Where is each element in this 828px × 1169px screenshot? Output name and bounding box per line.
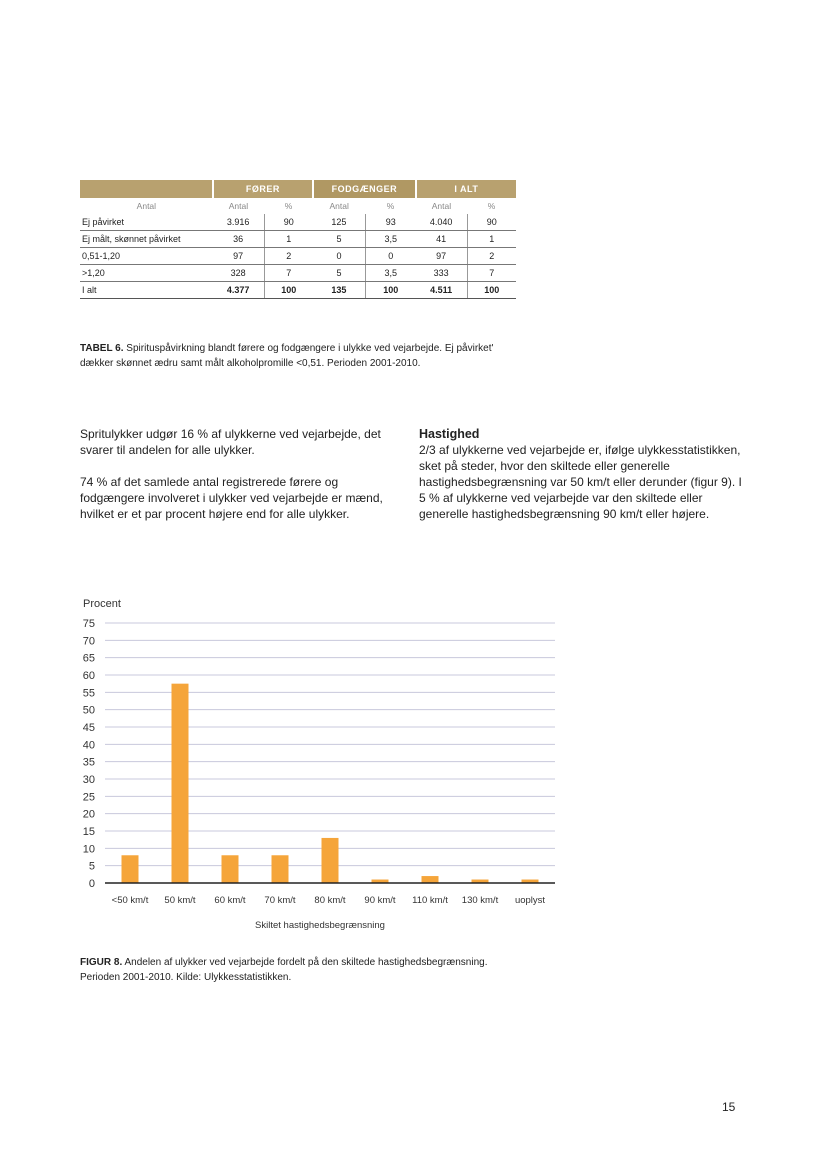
table-caption-label: TABEL 6. — [80, 343, 124, 354]
subheader-cell: Antal — [136, 201, 157, 211]
table-cell: 1 — [264, 231, 313, 248]
y-tick-label: 60 — [82, 670, 95, 682]
x-axis-label: Skiltet hastighedsbegrænsning — [255, 920, 385, 931]
table-cell: 3,5 — [365, 265, 415, 282]
page-number: 15 — [722, 1100, 736, 1114]
y-tick-label: 25 — [82, 791, 95, 804]
table-cell: 5 — [313, 265, 365, 282]
bar — [122, 855, 139, 883]
table-cell: 125 — [313, 214, 365, 231]
table-cell: 5 — [313, 231, 365, 248]
y-tick-label: 50 — [82, 704, 95, 717]
y-axis-label: Procent — [83, 598, 121, 610]
table-cell: 4.377 — [213, 282, 264, 299]
group-fodgaenger: FODGÆNGER — [313, 180, 416, 198]
table-row — [80, 248, 516, 265]
right-text-column — [419, 426, 749, 522]
table-row — [80, 231, 516, 248]
figure-caption-label: FIGUR 8. — [80, 957, 123, 968]
y-tick-label: 15 — [82, 826, 95, 838]
table-row — [80, 214, 516, 231]
table-cell: 2 — [467, 248, 516, 265]
x-tick-label: 60 km/t — [214, 895, 246, 906]
table-cell: 328 — [213, 265, 264, 282]
table-cell: 100 — [264, 282, 313, 299]
bar — [422, 876, 439, 883]
paragraph: 74 % af det samlede antal registrerede førere og fodgængere involveret i ulykker ved vejarbejde er mænd, hvilket er et par procent højere end for alle ulykker. — [80, 475, 383, 521]
x-tick-label: 80 km/t — [314, 895, 346, 906]
row-label: Ej påvirket — [80, 214, 213, 231]
bar — [172, 684, 189, 883]
row-label: 0,51-1,20 — [80, 248, 213, 265]
alcohol-table — [80, 180, 516, 299]
x-tick-label: 70 km/t — [264, 895, 296, 906]
figure-caption-text: Andelen af ulykker ved vejarbejde fordelt på den skiltede hastighedsbegrænsning. Perioden 2001-2010. Kilde: Ulykkesstatistikken. — [80, 957, 488, 983]
table-row — [80, 265, 516, 282]
left-text-column — [80, 426, 400, 538]
y-tick-label: 35 — [82, 756, 95, 769]
table-cell: 7 — [467, 265, 516, 282]
table-row-total — [80, 282, 516, 299]
table-cell: 90 — [264, 214, 313, 231]
paragraph: Spritulykker udgør 16 % af ulykkerne ved vejarbejde, det svarer til andelen for alle ulykker. — [80, 427, 381, 457]
table-cell: 3,5 — [365, 231, 415, 248]
x-tick-label: 130 km/t — [461, 895, 499, 906]
subheader-cell: % — [386, 201, 395, 211]
y-tick-label: 30 — [82, 774, 95, 786]
x-tick-label: 50 km/t — [164, 895, 196, 906]
table-cell: 333 — [416, 265, 467, 282]
row-label: >1,20 — [80, 265, 213, 282]
x-tick-label: 110 km/t — [412, 895, 448, 906]
bar — [272, 855, 289, 883]
section-heading: Hastighed — [419, 427, 480, 441]
table-cell: 97 — [213, 248, 264, 265]
group-i-alt: I ALT — [416, 180, 516, 198]
table-caption — [80, 341, 520, 371]
table-cell: 2 — [264, 248, 313, 265]
table-cell: 36 — [213, 231, 264, 248]
subheader-cell: Antal — [228, 201, 249, 211]
group-forer: FØRER — [213, 180, 313, 198]
y-tick-label: 70 — [82, 635, 95, 648]
y-tick-label: 75 — [82, 618, 95, 630]
table-cell: 97 — [416, 248, 467, 265]
y-tick-label: 0 — [88, 878, 95, 890]
row-label: Ej målt, skønnet påvirket — [80, 231, 213, 248]
table-cell: 0 — [313, 248, 365, 265]
table-cell: 4.040 — [416, 214, 467, 231]
bar — [222, 855, 239, 883]
y-tick-label: 45 — [82, 722, 95, 734]
table-subheader — [80, 198, 516, 214]
table-cell: 93 — [365, 214, 415, 231]
x-tick-label: <50 km/t — [111, 895, 149, 906]
y-tick-label: 10 — [82, 843, 95, 856]
table-cell: 100 — [467, 282, 516, 299]
y-tick-label: 65 — [82, 652, 95, 665]
y-tick-label: 55 — [82, 687, 95, 700]
x-tick-label: uoplyst — [514, 895, 546, 906]
y-tick-label: 20 — [82, 808, 95, 821]
table-cell: 7 — [264, 265, 313, 282]
table-cell: 4.511 — [416, 282, 467, 299]
table-cell: 41 — [416, 231, 467, 248]
table-group-header — [80, 180, 516, 198]
y-tick-label: 5 — [88, 860, 95, 873]
table-cell: 90 — [467, 214, 516, 231]
table-caption-text: Spirituspåvirkning blandt førere og fodgængere i ulykke ved vejarbejde. Ej påvirket' dækker skønnet ædru samt målt alkoholpromille <0,51. Perioden 2001-2010. — [80, 343, 494, 369]
subheader-cell: Antal — [431, 201, 452, 211]
subheader-cell: Antal — [329, 201, 349, 211]
table-cell: 3.916 — [213, 214, 264, 231]
table-cell: 1 — [467, 231, 516, 248]
table-cell: 135 — [313, 282, 365, 299]
speed-limit-bar-chart — [60, 590, 580, 940]
subheader-cell: % — [487, 201, 496, 211]
paragraph: 2/3 af ulykkerne ved vejarbejde er, ifølge ulykkesstatistikken, sket på steder, hvor den skiltede eller generelle hastighedsbegrænsning var 50 km/t eller derunder (figur 9). I 5 % af ulykkerne ved vejarbejde var den skiltede eller generelle hastighedsbegrænsning 90 km/t eller højere. — [419, 443, 742, 521]
y-tick-label: 40 — [82, 739, 95, 752]
subheader-cell: % — [284, 201, 293, 211]
x-tick-label: 90 km/t — [364, 895, 396, 906]
figure-caption — [80, 955, 530, 985]
table-cell: 0 — [365, 248, 415, 265]
bar — [322, 838, 339, 883]
row-label: I alt — [80, 282, 213, 299]
table-cell: 100 — [365, 282, 415, 299]
